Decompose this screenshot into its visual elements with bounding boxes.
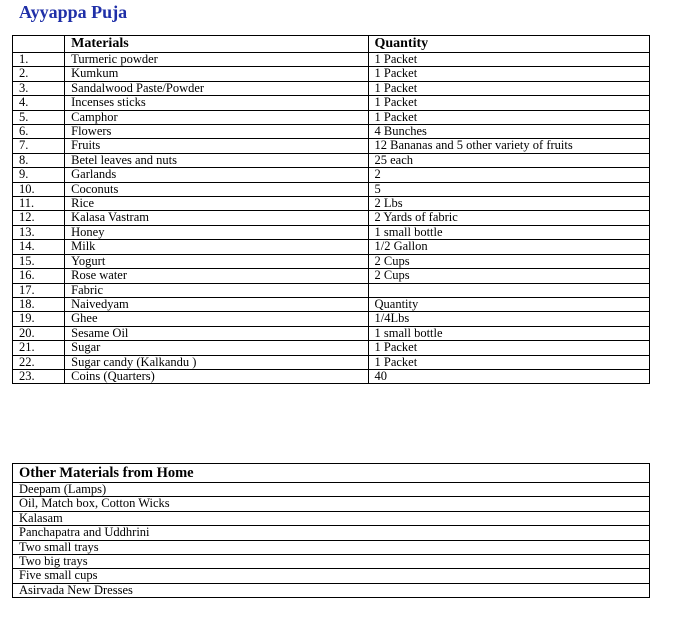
quantity-cell: 1 Packet bbox=[368, 81, 650, 95]
table-row bbox=[13, 341, 650, 355]
list-item bbox=[13, 483, 650, 497]
other-materials-header: Other Materials from Home bbox=[13, 464, 650, 483]
quantity-cell: 1/2 Gallon bbox=[368, 240, 650, 254]
table-row bbox=[13, 369, 650, 383]
material-cell: Camphor bbox=[65, 110, 368, 124]
table-row bbox=[13, 197, 650, 211]
list-item bbox=[13, 511, 650, 525]
row-number-cell: 23. bbox=[13, 369, 65, 383]
material-cell: Betel leaves and nuts bbox=[65, 153, 368, 167]
quantity-cell: 2 Lbs bbox=[368, 197, 650, 211]
material-cell: Incenses sticks bbox=[65, 96, 368, 110]
material-cell: Garlands bbox=[65, 168, 368, 182]
material-cell: Milk bbox=[65, 240, 368, 254]
row-number-cell: 7. bbox=[13, 139, 65, 153]
row-number-cell: 11. bbox=[13, 197, 65, 211]
material-cell: Fabric bbox=[65, 283, 368, 297]
table-row bbox=[13, 139, 650, 153]
table-row bbox=[13, 283, 650, 297]
table-row bbox=[13, 81, 650, 95]
other-materials-header-row bbox=[13, 464, 650, 483]
material-cell: Sesame Oil bbox=[65, 326, 368, 340]
list-item bbox=[13, 555, 650, 569]
material-cell: Fruits bbox=[65, 139, 368, 153]
material-cell: Kumkum bbox=[65, 67, 368, 81]
materials-table bbox=[12, 35, 650, 384]
table-row bbox=[13, 182, 650, 196]
material-cell: Rice bbox=[65, 197, 368, 211]
row-number-cell: 20. bbox=[13, 326, 65, 340]
quantity-cell: 2 Cups bbox=[368, 269, 650, 283]
table-row bbox=[13, 153, 650, 167]
table-row bbox=[13, 67, 650, 81]
quantity-cell: 1 Packet bbox=[368, 53, 650, 67]
table-row bbox=[13, 312, 650, 326]
other-material-cell: Two big trays bbox=[13, 555, 650, 569]
quantity-cell: 4 Bunches bbox=[368, 125, 650, 139]
row-number-cell: 15. bbox=[13, 254, 65, 268]
row-number-cell: 18. bbox=[13, 297, 65, 311]
table-row bbox=[13, 254, 650, 268]
quantity-cell: 1 small bottle bbox=[368, 326, 650, 340]
row-number-cell: 1. bbox=[13, 53, 65, 67]
row-number-cell: 16. bbox=[13, 269, 65, 283]
material-cell: Turmeric powder bbox=[65, 53, 368, 67]
row-number-cell: 2. bbox=[13, 67, 65, 81]
material-cell: Sandalwood Paste/Powder bbox=[65, 81, 368, 95]
row-number-cell: 14. bbox=[13, 240, 65, 254]
table-row bbox=[13, 96, 650, 110]
other-materials-table bbox=[12, 463, 650, 598]
materials-header-row bbox=[13, 36, 650, 53]
list-item bbox=[13, 540, 650, 554]
list-item bbox=[13, 583, 650, 597]
quantity-column-header: Quantity bbox=[368, 36, 650, 53]
table-row bbox=[13, 355, 650, 369]
quantity-cell: 2 Yards of fabric bbox=[368, 211, 650, 225]
quantity-cell: 1 small bottle bbox=[368, 225, 650, 239]
table-row bbox=[13, 168, 650, 182]
quantity-cell bbox=[368, 283, 650, 297]
quantity-cell: Quantity bbox=[368, 297, 650, 311]
row-number-cell: 9. bbox=[13, 168, 65, 182]
other-material-cell: Oil, Match box, Cotton Wicks bbox=[13, 497, 650, 511]
list-item bbox=[13, 569, 650, 583]
table-row bbox=[13, 326, 650, 340]
material-cell: Coconuts bbox=[65, 182, 368, 196]
row-number-cell: 8. bbox=[13, 153, 65, 167]
other-material-cell: Asirvada New Dresses bbox=[13, 583, 650, 597]
table-row bbox=[13, 240, 650, 254]
quantity-cell: 40 bbox=[368, 369, 650, 383]
quantity-cell: 12 Bananas and 5 other variety of fruits bbox=[368, 139, 650, 153]
material-cell: Honey bbox=[65, 225, 368, 239]
quantity-cell: 1 Packet bbox=[368, 355, 650, 369]
other-material-cell: Panchapatra and Uddhrini bbox=[13, 526, 650, 540]
list-item bbox=[13, 526, 650, 540]
material-cell: Naivedyam bbox=[65, 297, 368, 311]
row-number-cell: 5. bbox=[13, 110, 65, 124]
material-cell: Flowers bbox=[65, 125, 368, 139]
quantity-cell: 5 bbox=[368, 182, 650, 196]
row-number-cell: 21. bbox=[13, 341, 65, 355]
quantity-cell: 2 Cups bbox=[368, 254, 650, 268]
number-column-header bbox=[13, 36, 65, 53]
row-number-cell: 13. bbox=[13, 225, 65, 239]
material-cell: Sugar bbox=[65, 341, 368, 355]
material-cell: Kalasa Vastram bbox=[65, 211, 368, 225]
row-number-cell: 19. bbox=[13, 312, 65, 326]
other-material-cell: Two small trays bbox=[13, 540, 650, 554]
quantity-cell: 2 bbox=[368, 168, 650, 182]
table-row bbox=[13, 225, 650, 239]
other-material-cell: Kalasam bbox=[13, 511, 650, 525]
other-material-cell: Deepam (Lamps) bbox=[13, 483, 650, 497]
quantity-cell: 1 Packet bbox=[368, 110, 650, 124]
materials-column-header: Materials bbox=[65, 36, 368, 53]
material-cell: Sugar candy (Kalkandu ) bbox=[65, 355, 368, 369]
row-number-cell: 6. bbox=[13, 125, 65, 139]
quantity-cell: 1 Packet bbox=[368, 96, 650, 110]
material-cell: Coins (Quarters) bbox=[65, 369, 368, 383]
table-row bbox=[13, 269, 650, 283]
quantity-cell: 25 each bbox=[368, 153, 650, 167]
material-cell: Yogurt bbox=[65, 254, 368, 268]
row-number-cell: 4. bbox=[13, 96, 65, 110]
row-number-cell: 10. bbox=[13, 182, 65, 196]
row-number-cell: 17. bbox=[13, 283, 65, 297]
material-cell: Rose water bbox=[65, 269, 368, 283]
quantity-cell: 1/4Lbs bbox=[368, 312, 650, 326]
other-material-cell: Five small cups bbox=[13, 569, 650, 583]
table-row bbox=[13, 125, 650, 139]
row-number-cell: 22. bbox=[13, 355, 65, 369]
quantity-cell: 1 Packet bbox=[368, 67, 650, 81]
table-row bbox=[13, 297, 650, 311]
page-title: Ayyappa Puja bbox=[19, 2, 128, 22]
table-row bbox=[13, 110, 650, 124]
table-row bbox=[13, 211, 650, 225]
quantity-cell: 1 Packet bbox=[368, 341, 650, 355]
material-cell: Ghee bbox=[65, 312, 368, 326]
table-row bbox=[13, 53, 650, 67]
row-number-cell: 12. bbox=[13, 211, 65, 225]
row-number-cell: 3. bbox=[13, 81, 65, 95]
list-item bbox=[13, 497, 650, 511]
